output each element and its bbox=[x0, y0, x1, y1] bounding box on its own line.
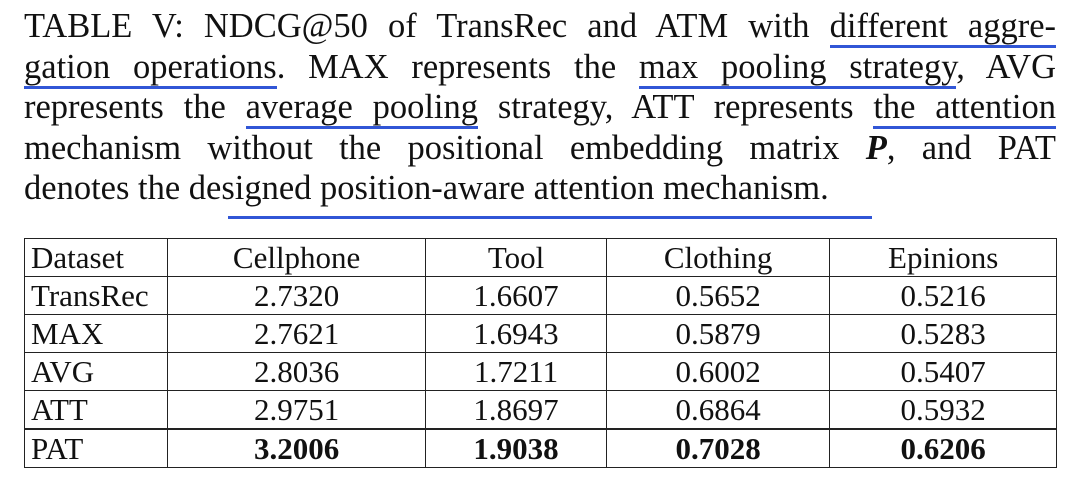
highlighted-phrase: gation operations bbox=[24, 48, 277, 89]
column-header: Clothing bbox=[606, 239, 829, 277]
table-cell-bold: 1.9038 bbox=[426, 429, 607, 468]
caption-line-2 bbox=[24, 47, 1056, 88]
table-cell-bold: 3.2006 bbox=[168, 429, 426, 468]
caption-text: strategy, ATT represents bbox=[478, 88, 874, 126]
table-caption bbox=[24, 6, 1056, 209]
table-row bbox=[25, 353, 1057, 391]
row-label: TransRec bbox=[25, 277, 168, 315]
table-cell: 0.5932 bbox=[830, 391, 1057, 430]
column-header: Epinions bbox=[830, 239, 1057, 277]
caption-line-4 bbox=[24, 128, 1056, 169]
table-row-best bbox=[25, 429, 1057, 468]
column-header: Dataset bbox=[25, 239, 168, 277]
caption-text: , and PAT bbox=[886, 128, 1056, 167]
table-cell: 2.9751 bbox=[168, 391, 426, 430]
table-cell-bold: 0.7028 bbox=[606, 429, 829, 468]
table-cell: 0.6864 bbox=[606, 391, 829, 430]
results-table bbox=[24, 238, 1057, 468]
table-cell: 0.5652 bbox=[606, 277, 829, 315]
column-header: Cellphone bbox=[168, 239, 426, 277]
table-cell: 1.7211 bbox=[426, 353, 607, 391]
caption-line-1 bbox=[24, 6, 1056, 47]
table-row bbox=[25, 277, 1057, 315]
table-cell-bold: 0.6206 bbox=[830, 429, 1057, 468]
table-row bbox=[25, 315, 1057, 353]
row-label: ATT bbox=[25, 391, 168, 430]
highlighted-phrase: max pooling strategy bbox=[639, 48, 956, 89]
table-cell: 1.6943 bbox=[426, 315, 607, 353]
caption-text: , AVG bbox=[956, 47, 1056, 86]
table-cell: 2.7621 bbox=[168, 315, 426, 353]
table-cell: 0.5879 bbox=[606, 315, 829, 353]
table-header-row bbox=[25, 239, 1057, 277]
matrix-symbol: P bbox=[865, 128, 887, 167]
table-cell: 1.6607 bbox=[426, 277, 607, 315]
row-label: PAT bbox=[25, 429, 168, 468]
highlighted-phrase: the attention bbox=[873, 88, 1056, 129]
annotation-underline bbox=[228, 216, 872, 219]
table-cell: 2.7320 bbox=[168, 277, 426, 315]
caption-text: denotes the designed position-aware attention mechanism. bbox=[24, 169, 829, 207]
column-header: Tool bbox=[426, 239, 607, 277]
caption-text: TABLE V: NDCG@50 of TransRec and ATM with bbox=[24, 7, 830, 45]
caption-text: . MAX represents the bbox=[276, 47, 639, 86]
caption-text: mechanism without the positional embedding matrix bbox=[24, 128, 866, 167]
caption-line-5 bbox=[24, 168, 1056, 209]
highlighted-phrase: different aggre- bbox=[830, 7, 1056, 48]
table-row bbox=[25, 391, 1057, 430]
table-cell: 2.8036 bbox=[168, 353, 426, 391]
caption-line-3 bbox=[24, 87, 1056, 128]
table-cell: 0.6002 bbox=[606, 353, 829, 391]
table-cell: 1.8697 bbox=[426, 391, 607, 430]
row-label: MAX bbox=[25, 315, 168, 353]
row-label: AVG bbox=[25, 353, 168, 391]
table-cell: 0.5407 bbox=[830, 353, 1057, 391]
highlighted-phrase: average pooling bbox=[246, 88, 478, 129]
table-cell: 0.5283 bbox=[830, 315, 1057, 353]
caption-text: represents the bbox=[24, 88, 246, 126]
table-cell: 0.5216 bbox=[830, 277, 1057, 315]
